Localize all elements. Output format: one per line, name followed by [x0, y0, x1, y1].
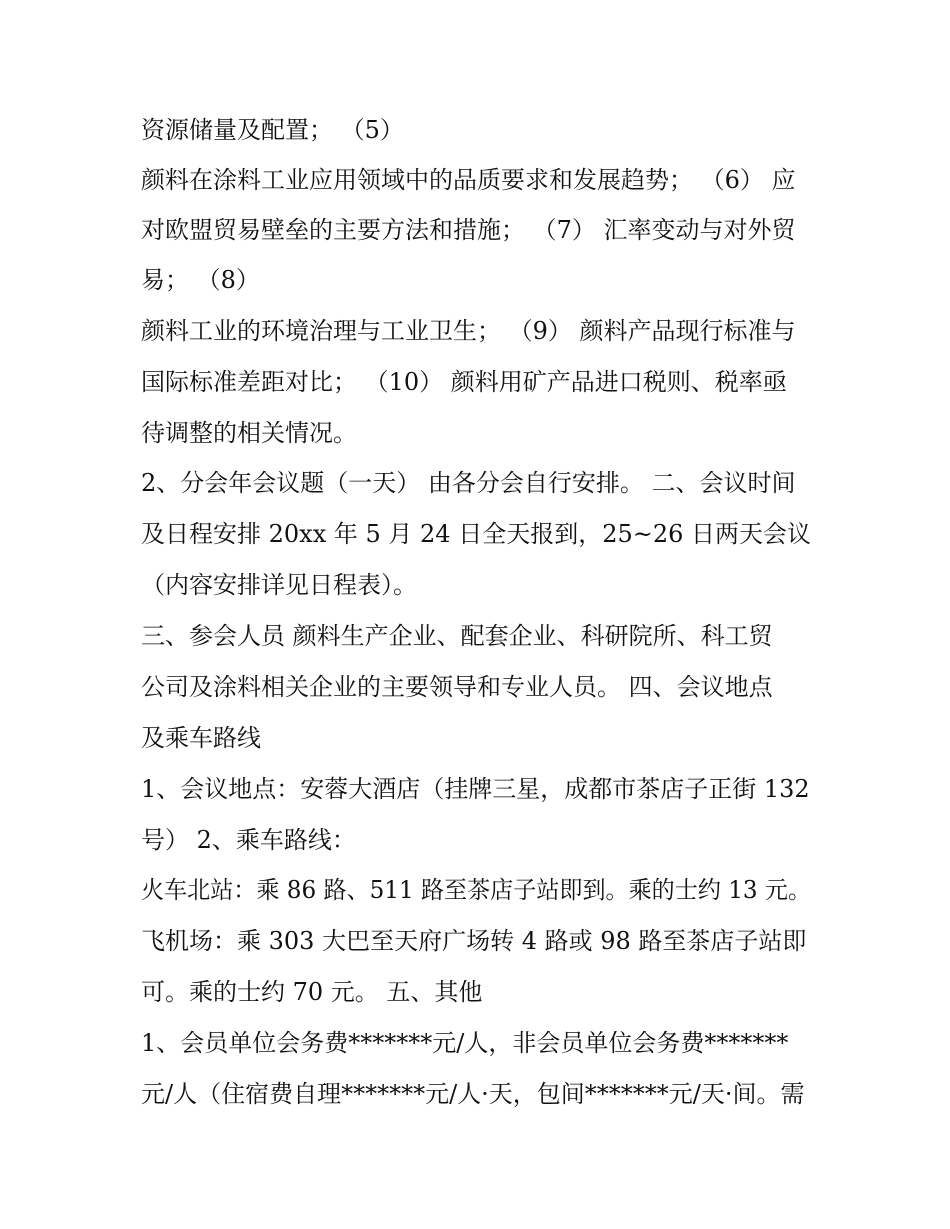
- text-line: 可。乘的士约 70 元。 五、其他: [141, 978, 483, 1006]
- text-line: 火车北站：乘 86 路、511 路至茶店子站即到。乘的士约 13 元。: [141, 876, 812, 904]
- text-line: 飞机场：乘 303 大巴至天府广场转 4 路或 98 路至茶店子站即: [141, 927, 807, 955]
- text-line: 及乘车路线: [141, 724, 261, 752]
- text-line: 元/人（住宿费自理*******元/人·天，包间*******元/天·间。需: [141, 1080, 805, 1108]
- text-line: 待调整的相关情况。: [141, 419, 357, 447]
- text-line: 颜料工业的环境治理与工业卫生； （9） 颜料产品现行标准与: [141, 317, 796, 345]
- text-line: 1、会员单位会务费*******元/人，非会员单位会务费*******: [141, 1029, 789, 1057]
- text-line: 易； （8）: [141, 266, 260, 294]
- text-line: 对欧盟贸易壁垒的主要方法和措施； （7） 汇率变动与对外贸: [141, 216, 796, 244]
- text-line: 及日程安排 20xx 年 5 月 24 日全天报到，25~26 日两天会议: [141, 520, 812, 548]
- text-line: 号） 2、乘车路线：: [141, 826, 356, 854]
- text-line: 公司及涂料相关企业的主要领导和专业人员。 四、会议地点: [141, 673, 773, 701]
- text-line: 1、会议地点：安蓉大酒店（挂牌三星，成都市茶店子正街 132: [141, 775, 810, 803]
- text-line: 颜料在涂料工业应用领域中的品质要求和发展趋势； （6） 应: [141, 166, 796, 194]
- text-line: 国际标准差距对比； （10） 颜料用矿产品进口税则、税率亟: [141, 368, 787, 396]
- text-line: 2、分会年会议题（一天） 由各分会自行安排。 二、会议时间: [141, 469, 796, 497]
- text-line: 三、参会人员 颜料生产企业、配套企业、科研院所、科工贸: [141, 622, 773, 650]
- text-line: （内容安排详见日程表）。: [141, 571, 417, 599]
- text-line: 资源储量及配置； （5）: [141, 116, 404, 144]
